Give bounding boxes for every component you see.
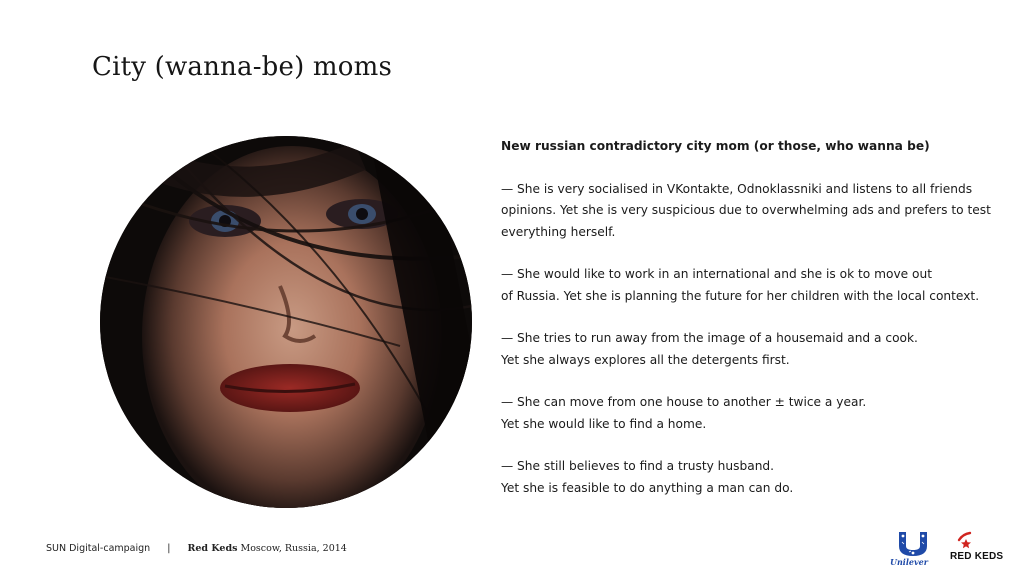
lead-heading: New russian contradictory city mom (or those, who wanna be)	[501, 139, 930, 153]
paragraph-line: — She can move from one house to another ± twice a year.	[501, 395, 867, 409]
paragraph-2	[501, 264, 981, 307]
paragraph-1	[501, 179, 991, 244]
footer	[46, 543, 347, 554]
red-keds-wordmark: RED KEDS	[950, 551, 1004, 562]
paragraph-line: — She would like to work in an international and she is ok to move out	[501, 267, 933, 281]
paragraph-4	[501, 392, 981, 435]
red-keds-star-icon	[955, 530, 975, 550]
paragraph-line: of Russia. Yet she is planning the future for her children with the local context.	[501, 288, 980, 303]
woman-portrait-photo	[100, 136, 472, 508]
paragraph-line: Yet she always explores all the detergents first.	[501, 352, 790, 367]
footer-separator: |	[167, 543, 171, 554]
content-text	[501, 136, 991, 520]
paragraph-line: — She tries to run away from the image of a housemaid and a cook.	[501, 331, 918, 345]
paragraph-3	[501, 328, 981, 371]
slide-title: City (wanna-be) moms	[92, 52, 393, 82]
paragraph-line: opinions. Yet she is very suspicious due to overwhelming ads and prefers to test	[501, 203, 991, 217]
portrait-illustration	[100, 136, 472, 508]
unilever-wordmark: Unilever	[890, 557, 928, 567]
paragraph-line: — She still believes to find a trusty husband.	[501, 459, 775, 473]
footer-brand: Red Keds	[187, 543, 238, 554]
paragraph-line: — She is very socialised in VKontakte, Odnoklassniki and listens to all friends	[501, 181, 973, 196]
paragraph-5	[501, 456, 981, 499]
paragraph-line: everything herself.	[501, 224, 616, 239]
paragraph-line: Yet she would like to find a home.	[501, 416, 707, 431]
footer-campaign: SUN Digital-campaign	[46, 543, 151, 554]
paragraph-line: Yet she is feasible to do anything a man can do.	[501, 480, 794, 495]
footer-place: Moscow, Russia, 2014	[240, 543, 347, 554]
